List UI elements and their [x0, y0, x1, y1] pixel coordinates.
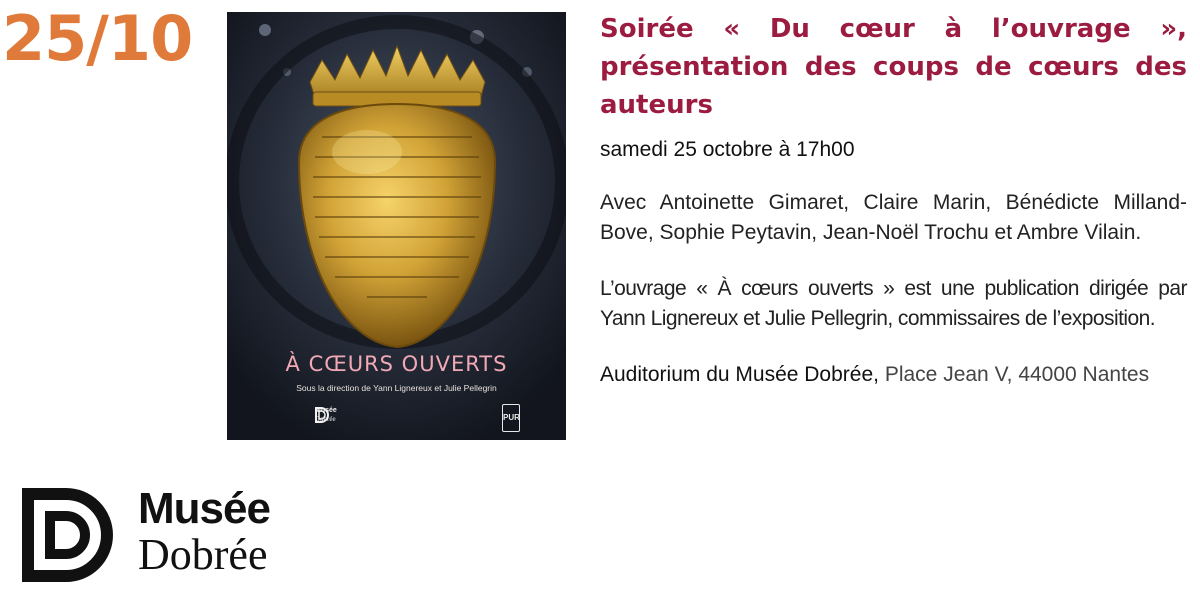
event-speakers: Avec Antoinette Gimaret, Claire Marin, Bénédicte Milland-Bove, Sophie Peytavin, Jean-Noël Trochu et Ambre Vilain. — [600, 191, 1187, 244]
museum-logo — [22, 484, 270, 582]
event-title: Soirée « Du cœur à l’ouvrage », présentation des coups de cœurs des auteurs — [600, 14, 1187, 120]
event-location — [600, 360, 1187, 390]
dobree-d-icon — [315, 407, 329, 423]
cover-logo-line1: Musée — [315, 407, 337, 414]
book-cover-image — [227, 12, 566, 440]
event-date-time: samedi 25 octobre à 17h00 — [600, 138, 855, 161]
date-badge: 25/10 — [2, 2, 193, 75]
event-details — [600, 10, 1187, 390]
museum-logo-line2: Dobrée — [138, 530, 268, 579]
dobree-d-logo-icon — [22, 488, 116, 582]
location-place: Auditorium du Musée Dobrée, — [600, 363, 879, 386]
museum-logo-line1: Musée — [138, 484, 270, 533]
book-title: À CŒURS OUVERTS — [285, 352, 508, 376]
book-subtitle: Sous la direction de Yann Lignereux et Julie Pellegrin — [296, 383, 497, 393]
cover-logo-line2: Dobrée — [315, 415, 336, 423]
location-address: Place Jean V, 44000 Nantes — [884, 363, 1150, 386]
pur-logo: PUR — [502, 404, 520, 432]
event-description: L’ouvrage « À cœurs ouverts » est une publication dirigée par Yann Lignereux et Julie Pellegrin, commissaires de l’exposition. — [600, 277, 1187, 330]
cover-museum-logo — [315, 407, 337, 423]
